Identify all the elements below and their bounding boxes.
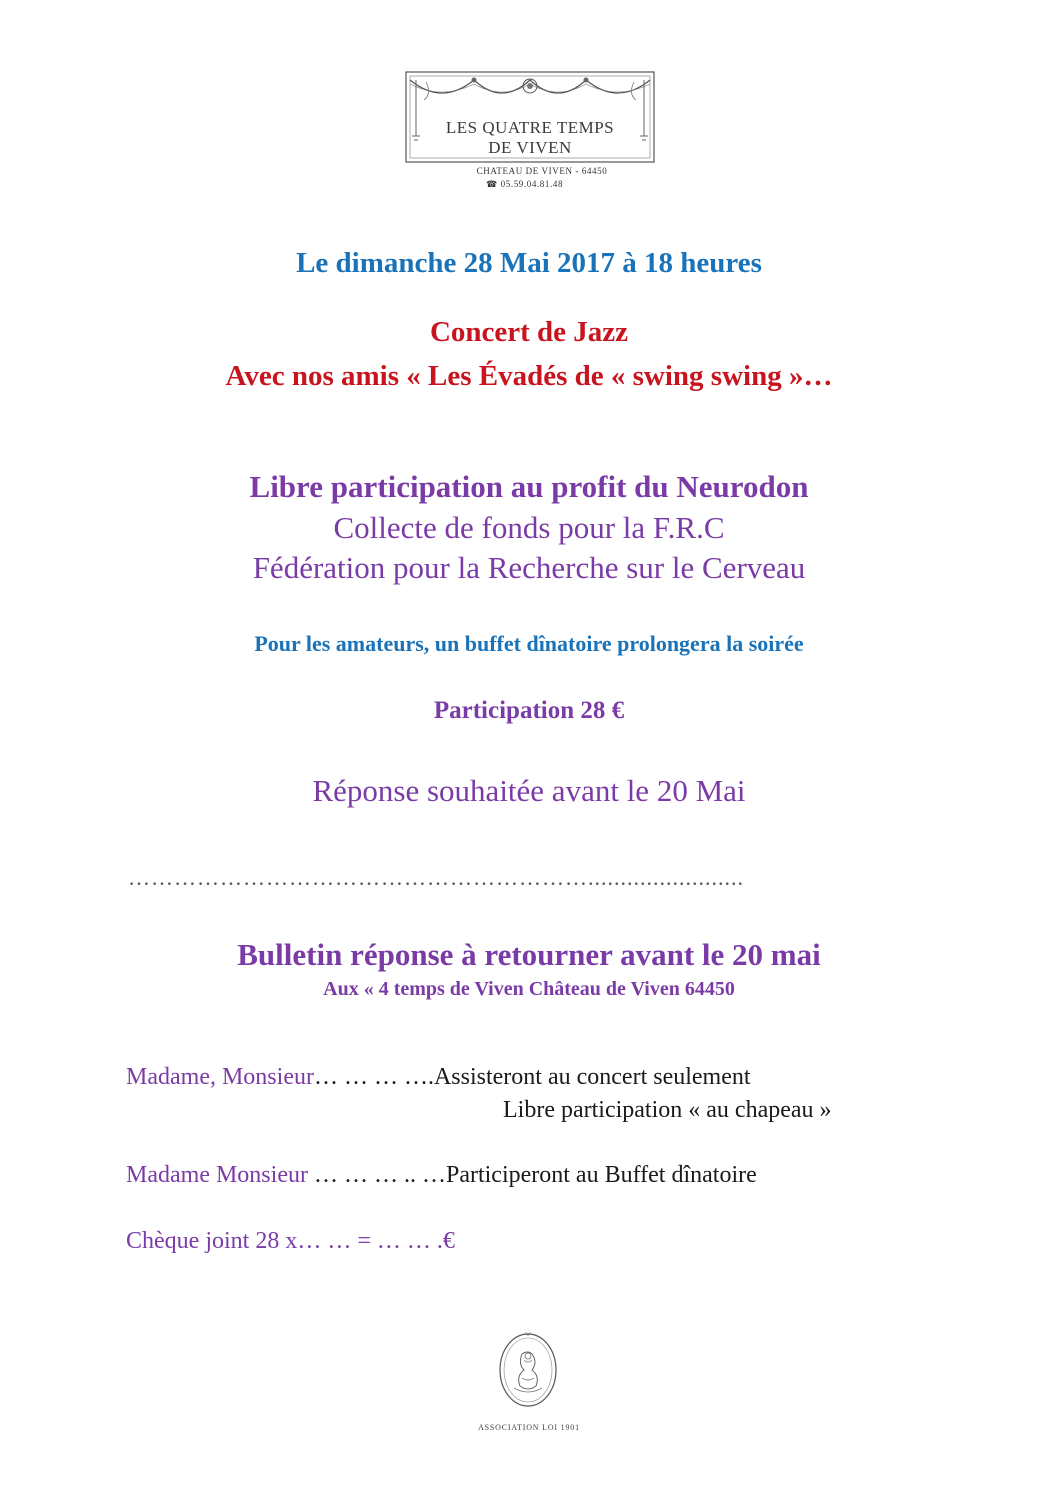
form-line2-prefix: Madame Monsieur [126,1162,308,1188]
event-date: Le dimanche 28 Mai 2017 à 18 heures [296,247,762,279]
cut-line-separator: ……………………………………………………........................ [128,865,744,890]
reply-deadline: Réponse souhaitée avant le 20 Mai [312,773,746,808]
form-line2-text: Participeront au Buffet dînatoire [445,1162,757,1188]
logo-phone: ☎ 05.59.04.81.48 [486,179,564,189]
charity-line3: Fédération pour la Recherche sur le Cerveau [252,550,806,585]
buffet-note: Pour les amateurs, un buffet dînatoire prolongera la soirée [254,631,804,656]
form-line3-dots[interactable]: … … = … … .€ [297,1228,455,1254]
event-subtitle: Avec nos amis « Les Évadés de « swing swing »… [225,360,833,392]
header-logo [402,66,658,206]
association-emblem [496,1330,560,1410]
form-line2-dots[interactable]: … … … .. … [307,1162,446,1188]
logo-title-line1: LES QUATRE TEMPS [445,118,615,137]
form-line-concert [126,1064,751,1091]
event-title: Concert de Jazz [429,316,629,348]
charity-line2: Collecte de fonds pour la F.R.C [333,510,725,545]
charity-heading: Libre participation au profit du Neurodon [249,469,809,504]
participation-price: Participation 28 € [433,697,625,724]
form-line3-prefix: Chèque joint 28 x [126,1228,298,1254]
association-label: ASSOCIATION LOI 1901 [478,1423,580,1432]
form-line1-text: Assisteront au concert seulement [433,1064,751,1090]
bulletin-address: Aux « 4 temps de Viven Château de Viven 64450 [323,978,735,1000]
bulletin-title: Bulletin réponse à retourner avant le 20 mai [237,937,821,972]
form-line-buffet [126,1162,757,1189]
logo-title-line2: DE VIVEN [488,138,572,157]
form-line-cheque [126,1228,455,1255]
emblem-icon [496,1330,560,1410]
logo-address: CHATEAU DE VIVEN - 64450 [476,166,608,176]
form-line1-prefix: Madame, Monsieur [126,1064,314,1090]
form-line1-dots[interactable]: … … … …. [313,1064,434,1090]
form-line-chapeau: Libre participation « au chapeau » [503,1097,832,1123]
